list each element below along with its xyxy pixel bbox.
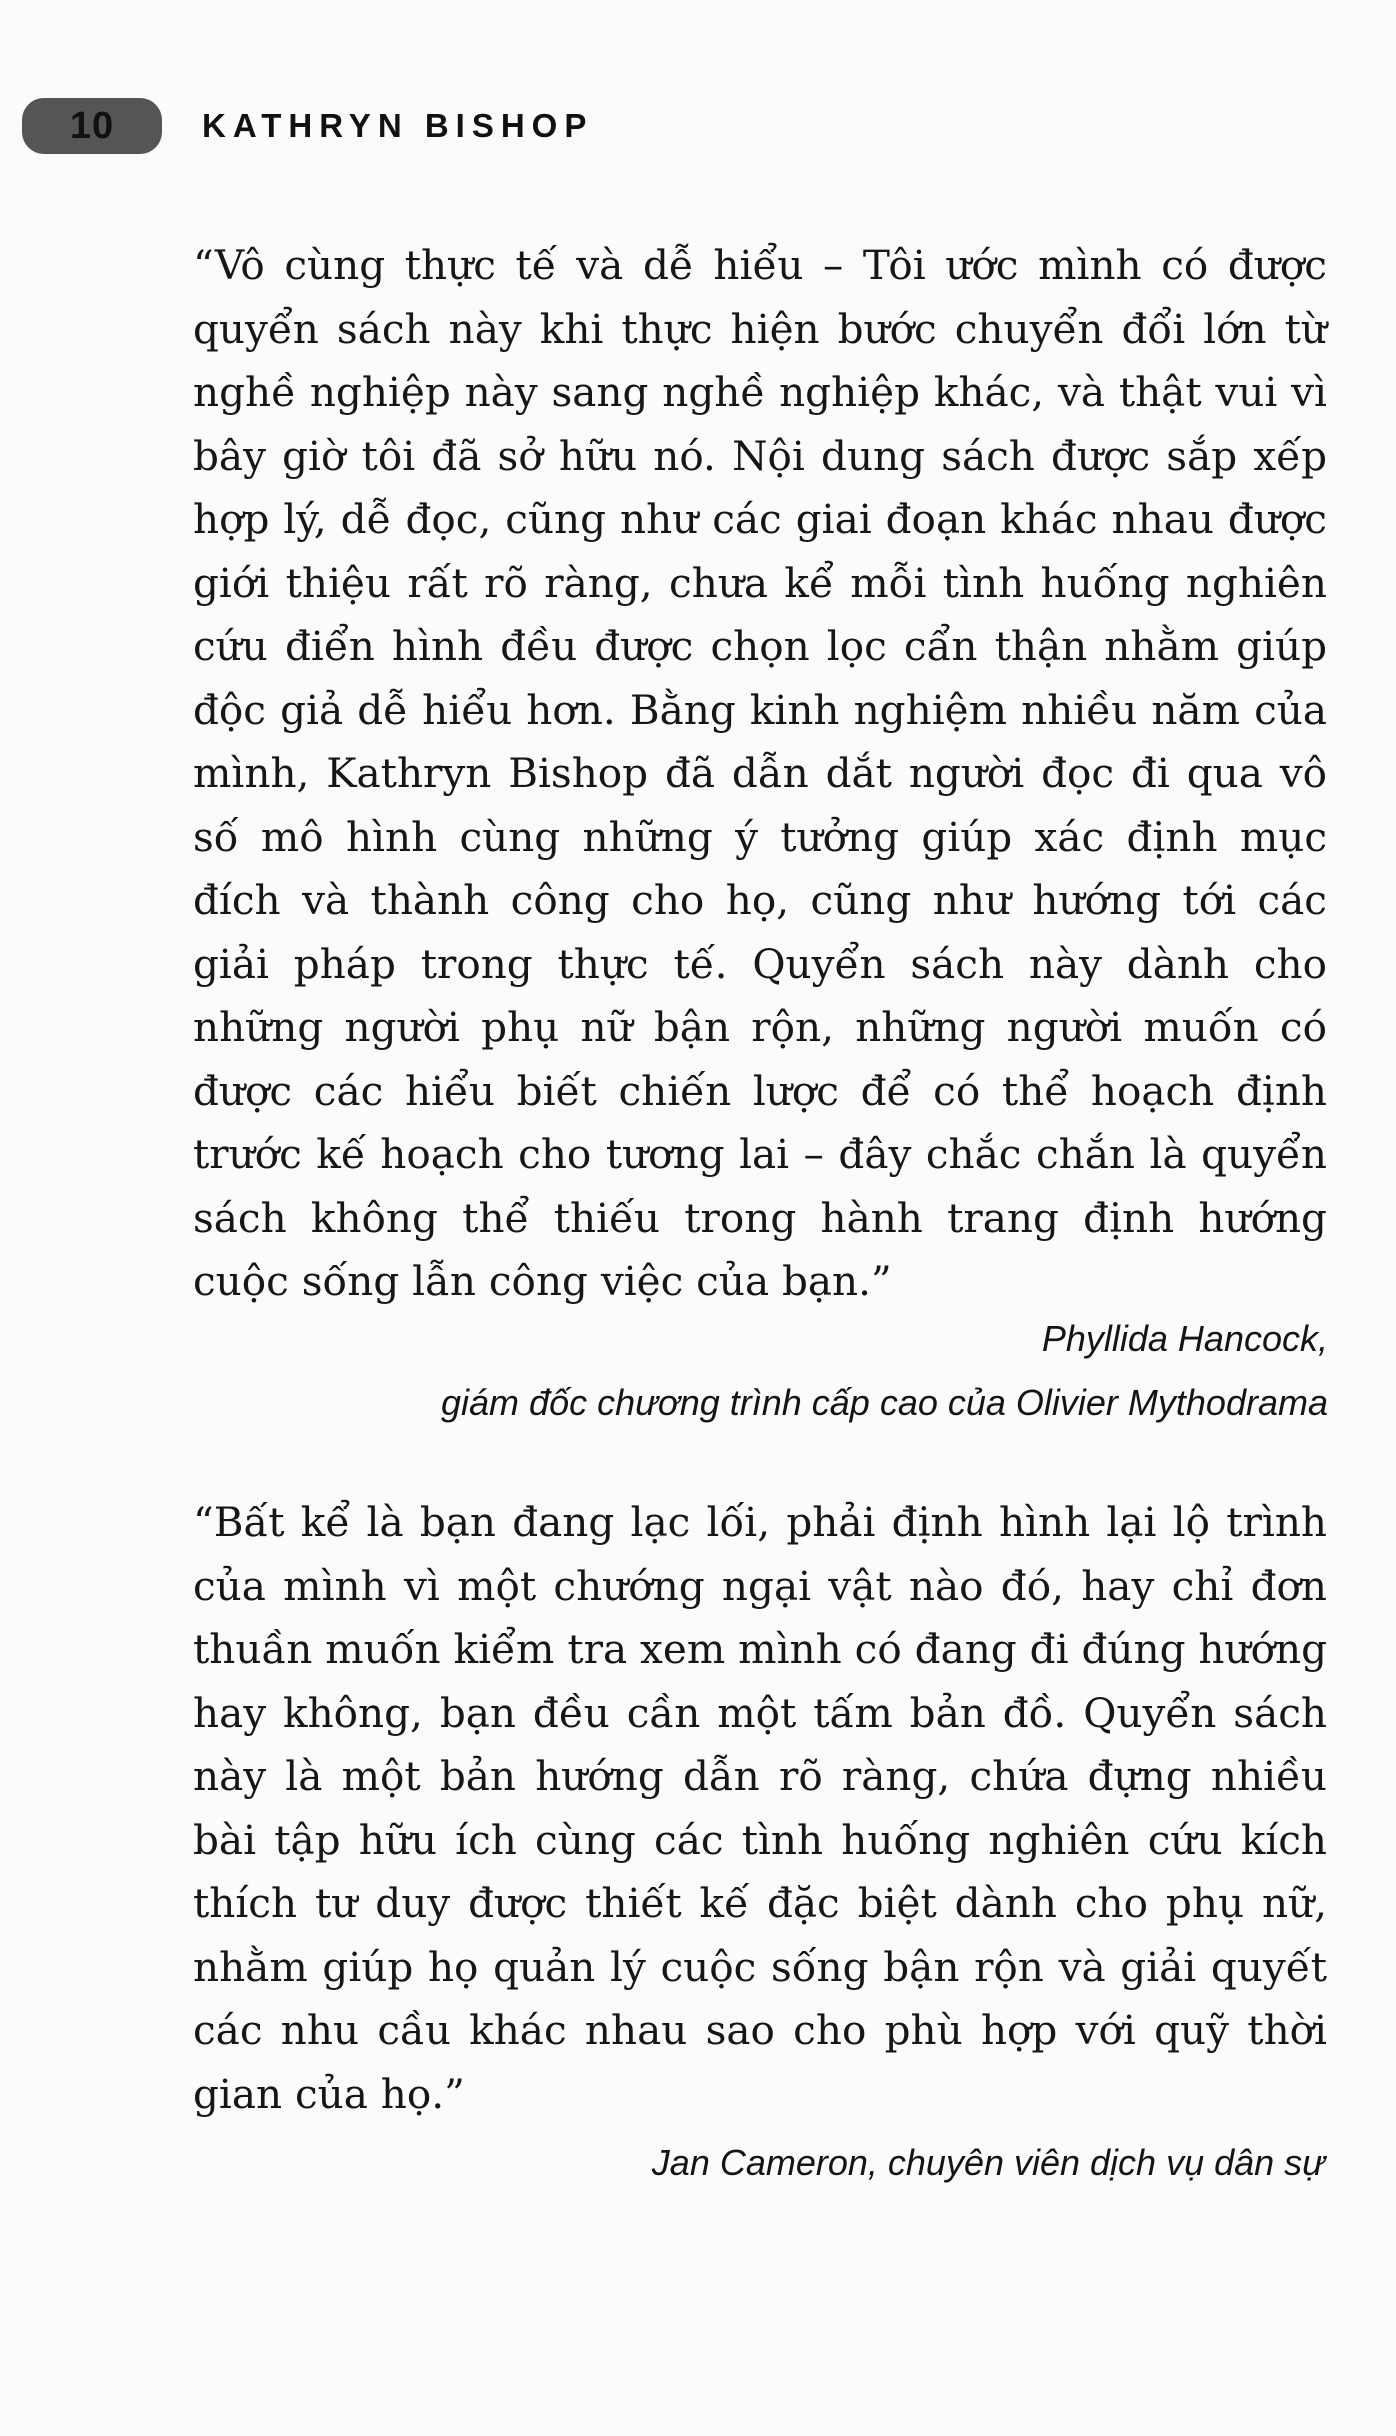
page-number-badge [22,98,162,154]
testimonial-quote-1: “Vô cùng thực tế và dễ hiểu – Tôi ước mình có được quyển sách này khi thực hiện bước chuyển đổi lớn từ nghề nghiệp này sang nghề nghiệp khác, và thật vui vì bây giờ tôi đã sở hữu nó. Nội dung sách được sắp xếp hợp lý, dễ đọc, cũng như các giai đoạn khác nhau được giới thiệu rất rõ ràng, chưa kể mỗi tình huống nghiên cứu điển hình đều được chọn lọc cẩn thận nhằm giúp độc giả dễ hiểu hơn. Bằng kinh nghiệm nhiều năm của mình, Kathryn Bishop đã dẫn dắt người đọc đi qua vô số mô hình cùng những ý tưởng giúp xác định mục đích và thành công cho họ, cũng như hướng tới các giải pháp trong thực tế. Quyển sách này dành cho những người phụ nữ bận rộn, những người muốn có được các hiểu biết chiến lược để có thể hoạch định trước kế hoạch cho tương lai – đây chắc chắn là quyển sách không thể thiếu trong hành trang định hướng cuộc sống lẫn công việc của bạn.” [193,241,1327,1305]
testimonial-author-1: Phyllida Hancock, [1041,1318,1328,1359]
testimonial-author-2: Jan Cameron, chuyên viên dịch vụ dân sự [651,2142,1325,2183]
testimonial-quote-2: “Bất kể là bạn đang lạc lối, phải định hình lại lộ trình của mình vì một chướng ngại vật nào đó, hay chỉ đơn thuần muốn kiểm tra xem mình có đang đi đúng hướng hay không, bạn đều cần một tấm bản đồ. Quyển sách này là một bản hướng dẫn rõ ràng, chứa đựng nhiều bài tập hữu ích cùng các tình huống nghiên cứu kích thích tư duy được thiết kế đặc biệt dành cho phụ nữ, nhằm giúp họ quản lý cuộc sống bận rộn và giải quyết các nhu cầu khác nhau sao cho phù hợp với quỹ thời gian của họ.” [193,1498,1327,2118]
page-number: 10 [69,104,115,147]
testimonial-author-role-1: giám đốc chương trình cấp cao của Olivier Mythodrama [441,1382,1328,1423]
page-header [22,95,593,157]
running-header-author: KATHRYN BISHOP [202,107,594,144]
